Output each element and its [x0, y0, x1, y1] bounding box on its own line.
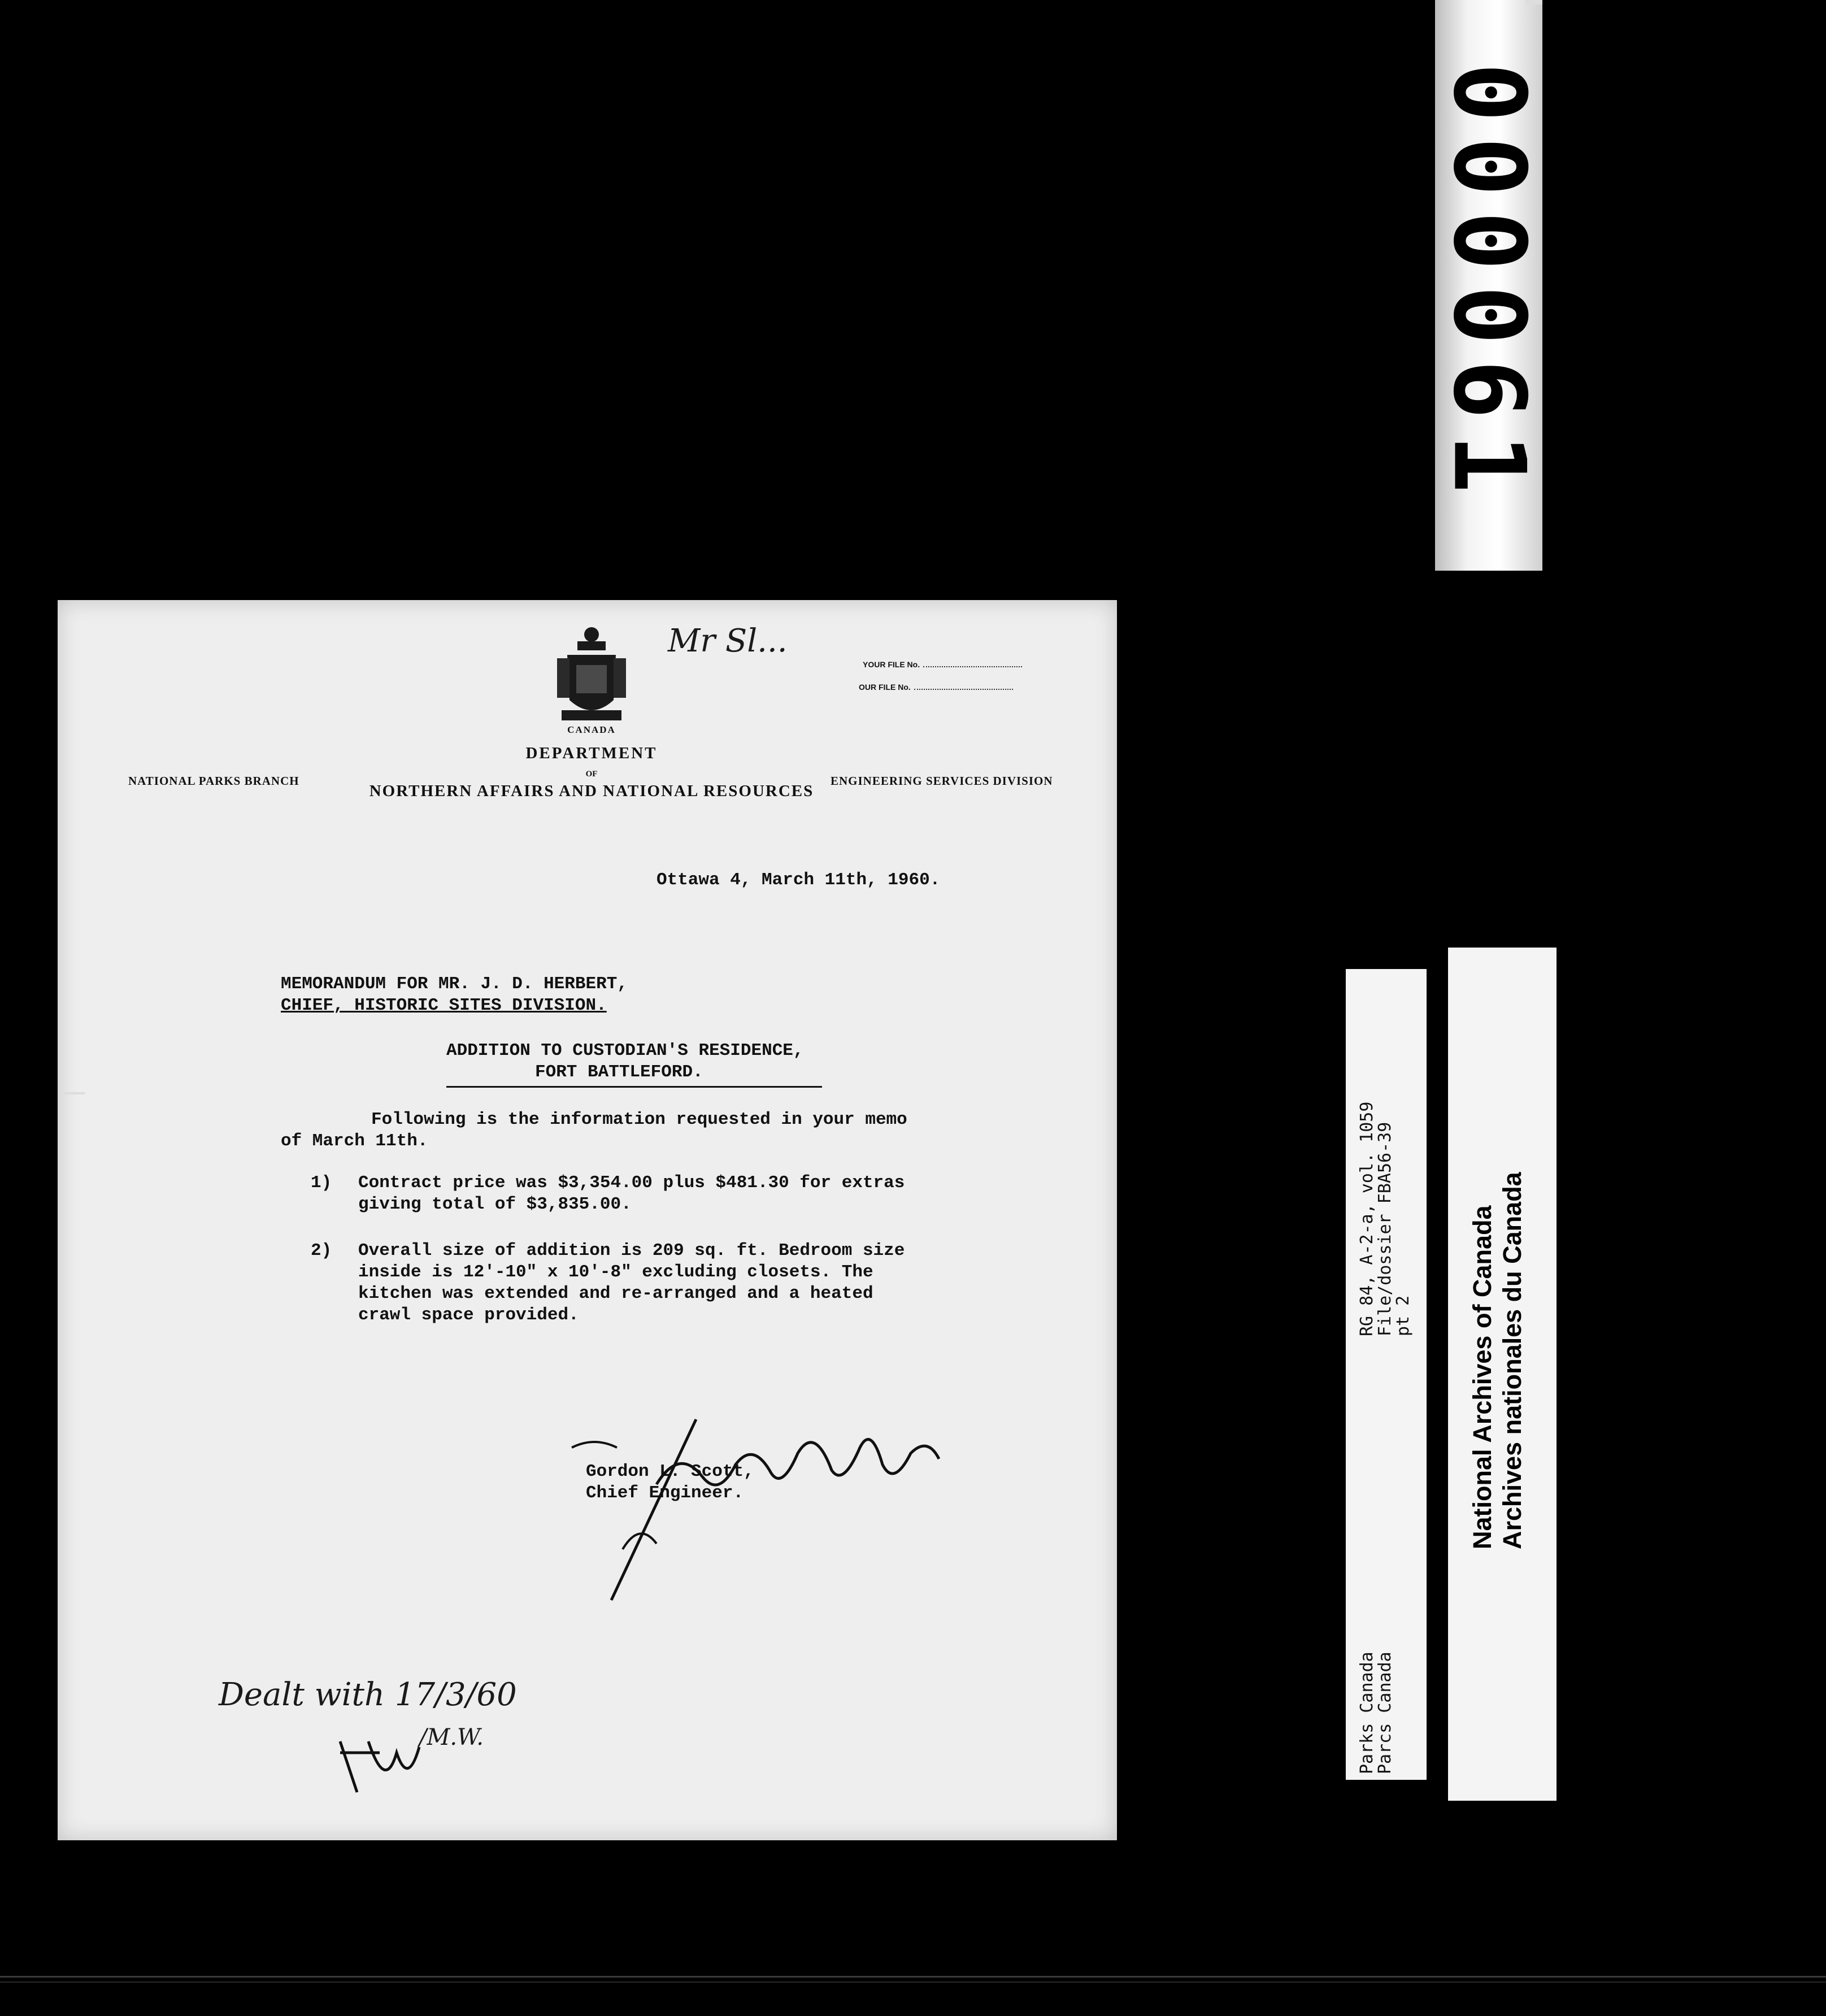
national-archives-en: National Archives of Canada	[1468, 1205, 1497, 1549]
archive-parks-fr: Parcs Canada	[1375, 1652, 1395, 1774]
handwritten-initials: /M.W.	[419, 1724, 484, 1750]
memo-page	[58, 600, 1117, 1840]
film-edge-line-2	[0, 1982, 1826, 1983]
our-file-field	[859, 682, 1013, 692]
national-archives-label	[1448, 948, 1557, 1801]
memo-subject-line-2: FORT BATTLEFORD.	[535, 1062, 703, 1082]
frame-counter-number: 000061	[1431, 62, 1546, 509]
archive-rg-line: RG 84, A-2-a, vol. 1059	[1357, 1101, 1377, 1336]
memo-date: Ottawa 4, March 11th, 1960.	[657, 870, 941, 890]
memo-recipient-line-2: CHIEF, HISTORIC SITES DIVISION.	[281, 996, 607, 1015]
item-1-number: 1)	[311, 1173, 332, 1193]
archive-reference-label	[1346, 969, 1427, 1780]
archive-parks-en: Parks Canada	[1357, 1652, 1377, 1774]
item-2-line-4: crawl space provided.	[358, 1305, 579, 1325]
film-edge-line	[0, 1976, 1826, 1978]
signer-title: Chief Engineer.	[586, 1483, 744, 1503]
archive-part-line: pt 2	[1393, 1295, 1413, 1336]
handwritten-top-note: Mr Sl...	[668, 623, 788, 659]
memo-subject-line-1: ADDITION TO CUSTODIAN'S RESIDENCE,	[446, 1041, 804, 1061]
our-file-label: OUR FILE No.	[859, 683, 911, 692]
item-2-line-2: inside is 12'-10" x 10'-8" excluding closets. The	[358, 1262, 873, 1282]
letterhead-ministry: NORTHERN AFFAIRS AND NATIONAL RESOURCES	[369, 782, 814, 800]
counter-tick-mark	[1525, 0, 1542, 5]
national-archives-fr: Archives nationales du Canada	[1498, 1172, 1527, 1549]
subject-underline	[446, 1086, 822, 1088]
item-2-line-1: Overall size of addition is 209 sq. ft. Bedroom size	[358, 1241, 905, 1261]
memo-intro-line-2: of March 11th.	[281, 1131, 428, 1151]
letterhead-branch: NATIONAL PARKS BRANCH	[128, 774, 299, 788]
frame-counter-strip	[1431, 0, 1546, 571]
your-file-label: YOUR FILE No.	[863, 660, 920, 669]
signer-name: Gordon L. Scott,	[586, 1462, 754, 1481]
letterhead-country: CANADA	[567, 724, 616, 735]
item-2-number: 2)	[311, 1241, 332, 1261]
memo-recipient-line-1: MEMORANDUM FOR MR. J. D. HERBERT,	[281, 974, 628, 994]
letterhead-of: OF	[585, 770, 598, 779]
your-file-field	[863, 659, 1022, 669]
coat-of-arms-icon	[555, 625, 628, 733]
letterhead-division: ENGINEERING SERVICES DIVISION	[831, 774, 1053, 788]
letterhead-department: DEPARTMENT	[525, 744, 658, 762]
handwritten-dealt-with-note: Dealt with 17/3/60	[219, 1676, 517, 1713]
item-1-line-1: Contract price was $3,354.00 plus $481.30 for extras	[358, 1173, 905, 1193]
our-file-blank	[914, 682, 1013, 690]
left-margin-mark	[63, 1092, 85, 1094]
your-file-blank	[923, 659, 1022, 667]
archive-file-line: File/dossier FBA56-39	[1375, 1122, 1395, 1336]
item-2-line-3: kitchen was extended and re-arranged and a heated	[358, 1284, 873, 1304]
memo-intro-line-1: Following is the information requested in your memo	[371, 1110, 907, 1129]
item-1-line-2: giving total of $3,835.00.	[358, 1194, 632, 1214]
